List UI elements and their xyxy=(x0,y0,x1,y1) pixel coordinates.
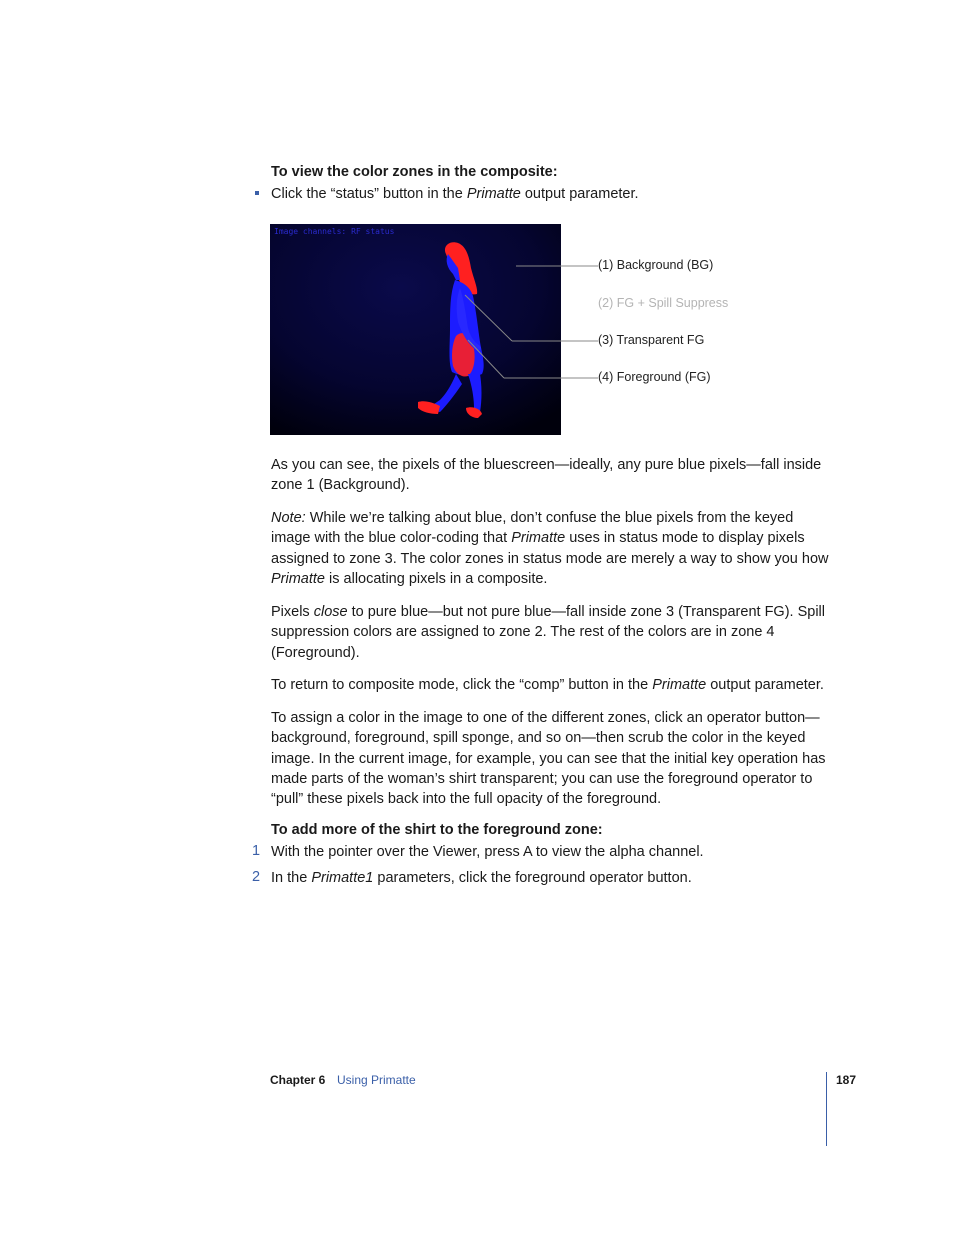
footer-rule xyxy=(826,1072,827,1146)
step2-text-2: parameters, click the foreground operator button. xyxy=(373,870,692,886)
bullet-text-em: Primatte xyxy=(466,186,521,202)
leader-line-foreground-diag xyxy=(468,340,504,378)
paragraph-return-composite xyxy=(271,675,851,695)
p3-em: close xyxy=(313,604,348,620)
p4-text-1: To return to composite mode, click the “comp” button in the xyxy=(271,677,653,693)
callout-background: (1) Background (BG) xyxy=(598,258,714,272)
callout-fg-spill-suppress: (2) FG + Spill Suppress xyxy=(598,296,729,310)
step-number-1: 1 xyxy=(252,843,261,859)
footer-chapter-title: Using Primatte xyxy=(337,1073,416,1087)
note-em-2: Primatte xyxy=(271,570,325,587)
step-text-1: With the pointer over the Viewer, press A to view the alpha channel. xyxy=(271,844,704,860)
p4-em: Primatte xyxy=(652,677,707,693)
p4-text-2: output parameter. xyxy=(706,677,824,693)
callout-leader-lines xyxy=(440,250,600,390)
bullet-instruction xyxy=(271,184,639,204)
note-em-1: Primatte xyxy=(511,530,566,547)
callout-foreground: (4) Foreground (FG) xyxy=(598,370,711,384)
footer-chapter: Chapter 6 xyxy=(270,1073,326,1087)
note-text-3: is allocating pixels in a composite. xyxy=(325,570,548,587)
step2-em: Primatte1 xyxy=(311,870,374,886)
note-text-2: uses in status mode to display pixels assigned to zone 3. The color zones in status mode are merely a way to show you how xyxy=(271,530,829,567)
figure-overlay-text: Image channels: RF status xyxy=(274,227,395,236)
paragraph-note xyxy=(271,508,831,589)
leader-line-transparent-diag xyxy=(465,295,512,341)
note-text-1: While we’re talking about blue, don’t confuse the blue pixels from the keyed image with the blue color-coding that xyxy=(271,510,794,547)
paragraph-bluescreen: As you can see, the pixels of the bluescreen—ideally, any pure blue pixels—fall inside zone 1 (Background). xyxy=(271,457,822,494)
step2-text-1: In the xyxy=(271,870,312,886)
paragraph-pixels-close xyxy=(271,602,831,663)
step-number-2: 2 xyxy=(252,869,261,885)
footer-page-number: 187 xyxy=(836,1073,857,1087)
step-text-2 xyxy=(271,868,692,888)
paragraph-assign-color: To assign a color in the image to one of the different zones, click an operator button—background, foreground, spill sponge, and so on—then scrub the color in the keyed image. In the current image, for example, you can see that the initial key operation has made parts of the woman’s shirt transparent; you can use the foreground operator to “pull” these pixels back into the full opacity of the foreground. xyxy=(271,710,826,808)
section-heading-add-shirt: To add more of the shirt to the foreground zone: xyxy=(271,822,603,838)
p3-text-2: to pure blue—but not pure blue—fall inside zone 3 (Transparent FG). Spill suppression colors are assigned to zone 2. The rest of the colors are in zone 4 (Foreground). xyxy=(271,604,825,661)
section-heading-view-zones: To view the color zones in the composite: xyxy=(271,164,558,180)
bullet-text-before: Click the “status” button in the xyxy=(271,186,467,202)
p3-text-1: Pixels xyxy=(271,604,314,620)
callout-transparent-fg: (3) Transparent FG xyxy=(598,333,705,347)
bullet-text-after: output parameter. xyxy=(520,186,639,202)
bullet-marker xyxy=(255,191,259,195)
note-label: Note: xyxy=(271,510,306,526)
